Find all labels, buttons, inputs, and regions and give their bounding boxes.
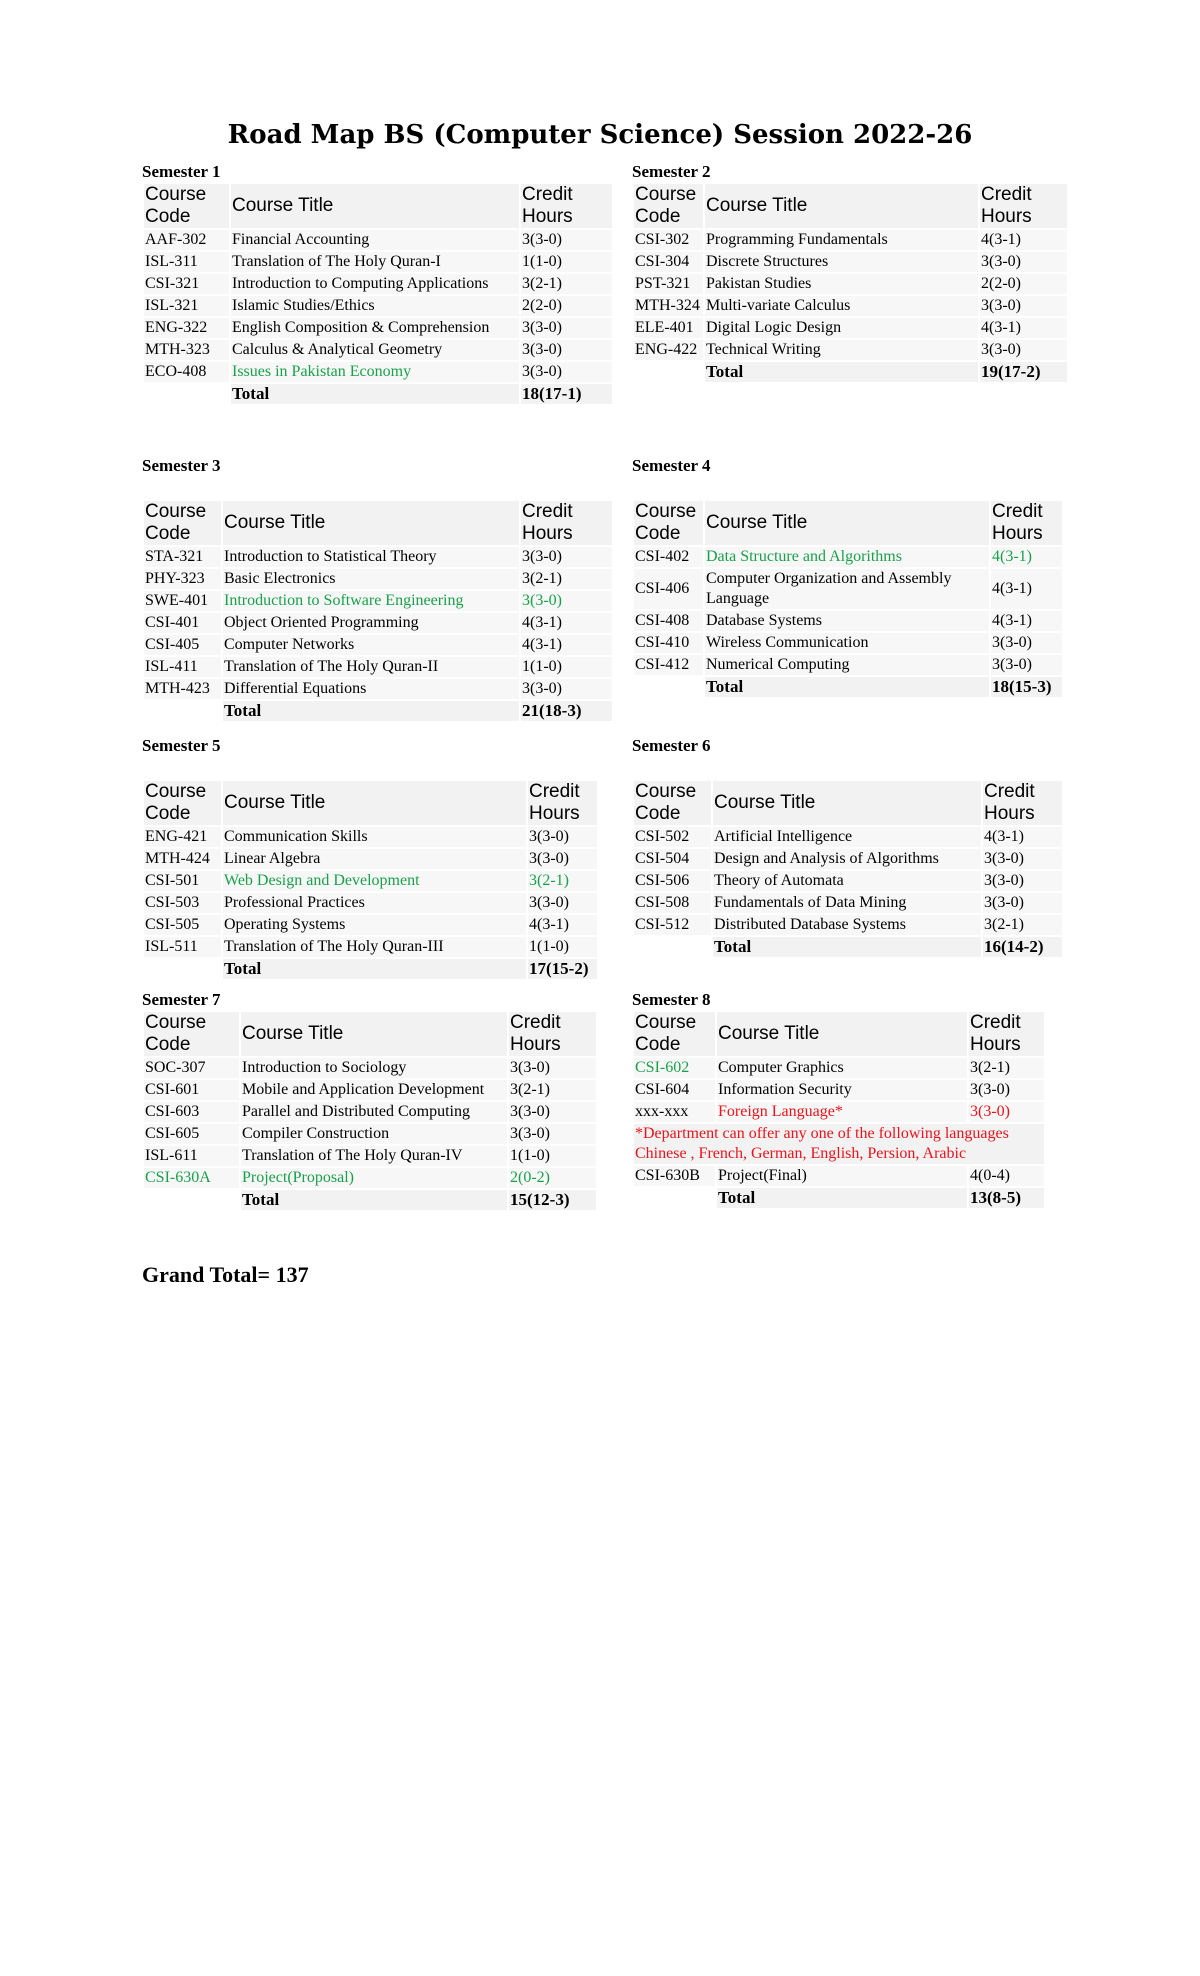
course-credit: 4(3-1) [528,915,597,935]
course-credit: 2(2-0) [521,296,612,316]
course-title: Project(Proposal) [241,1168,507,1188]
table-row [634,318,1067,338]
header-credit: Credit Hours [521,184,612,228]
course-credit: 3(3-0) [991,633,1062,653]
course-code: CSI-405 [144,635,221,655]
course-title: Artificial Intelligence [713,827,981,847]
total-credits: 21(18-3) [521,701,612,721]
course-title: Digital Logic Design [705,318,978,338]
course-code: ENG-322 [144,318,229,338]
header-code: Course Code [634,501,703,545]
course-title: Computer Networks [223,635,519,655]
course-credit: 3(3-0) [521,362,612,382]
course-credit: 1(1-0) [528,937,597,957]
total-label: Total [231,384,519,404]
table-row [634,1080,1044,1100]
course-code: ISL-411 [144,657,221,677]
course-title: Computer Organization and Assembly Language [705,569,989,609]
semester-label: Semester 4 [632,456,711,475]
course-credit: 3(3-0) [509,1102,596,1122]
table-row [634,827,1062,847]
table-row [144,1102,596,1122]
table-header-row [634,781,1062,825]
grand-total: Grand Total= 137 [142,1262,309,1287]
course-title: Mobile and Application Development [241,1080,507,1100]
semester-block [142,162,614,406]
header-title: Course Title [705,184,978,228]
course-title: Translation of The Holy Quran-II [223,657,519,677]
course-credit: 3(2-1) [521,274,612,294]
header-credit: Credit Hours [983,781,1062,825]
course-credit: 3(3-0) [980,340,1067,360]
course-credit: 3(3-0) [991,655,1062,675]
course-credit: 3(2-1) [528,871,597,891]
course-title: Foreign Language* [717,1102,967,1122]
table-row [144,340,612,360]
course-title: Design and Analysis of Algorithms [713,849,981,869]
course-credit: 3(3-0) [521,679,612,699]
course-title: Discrete Structures [705,252,978,272]
course-credit: 3(3-0) [983,871,1062,891]
course-title: Translation of The Holy Quran-III [223,937,526,957]
course-code: ECO-408 [144,362,229,382]
course-code: CSI-410 [634,633,703,653]
course-title: Web Design and Development [223,871,526,891]
semester-block [632,736,1064,959]
total-credits: 17(15-2) [528,959,597,979]
table-row [144,274,612,294]
course-title: Pakistan Studies [705,274,978,294]
total-label: Total [705,362,978,382]
total-row [634,937,1062,957]
course-code: CSI-512 [634,915,711,935]
course-title: Translation of The Holy Quran-I [231,252,519,272]
course-table [142,499,614,723]
table-row [144,569,612,589]
table-row [144,613,612,633]
course-code: CSI-302 [634,230,703,250]
course-code: CSI-602 [634,1058,715,1078]
course-title: Compiler Construction [241,1124,507,1144]
table-row [634,893,1062,913]
total-credits: 13(8-5) [969,1188,1044,1208]
total-label: Total [705,677,989,697]
total-label: Total [713,937,981,957]
course-code: ENG-422 [634,340,703,360]
total-credits: 18(17-1) [521,384,612,404]
table-row [634,252,1067,272]
course-code: CSI-304 [634,252,703,272]
course-credit: 3(3-0) [969,1080,1044,1100]
course-credit: 4(3-1) [991,611,1062,631]
course-credit: 3(3-0) [528,849,597,869]
course-credit: 3(2-1) [983,915,1062,935]
course-code: CSI-408 [634,611,703,631]
table-row [144,871,597,891]
semester-label: Semester 7 [142,990,221,1009]
table-row [634,655,1062,675]
table-row [634,1102,1044,1122]
course-code: MTH-323 [144,340,229,360]
header-title: Course Title [223,781,526,825]
total-spacer [634,1188,715,1208]
course-credit: 4(3-1) [980,318,1067,338]
header-title: Course Title [717,1012,967,1056]
table-row [634,340,1067,360]
course-title: Project(Final) [717,1166,967,1186]
course-title: Basic Electronics [223,569,519,589]
table-header-row [634,501,1062,545]
course-credit: 1(1-0) [521,252,612,272]
header-title: Course Title [241,1012,507,1056]
total-credits: 16(14-2) [983,937,1062,957]
course-credit: 3(3-0) [983,849,1062,869]
table-row [144,1124,596,1144]
total-spacer [634,937,711,957]
semester-label: Semester 6 [632,736,711,755]
course-credit: 3(3-0) [983,893,1062,913]
table-row [634,915,1062,935]
course-title: Theory of Automata [713,871,981,891]
course-credit: 1(1-0) [521,657,612,677]
course-code: ISL-311 [144,252,229,272]
table-row [634,1058,1044,1078]
course-credit: 3(3-0) [528,827,597,847]
table-row [634,569,1062,609]
course-title: Fundamentals of Data Mining [713,893,981,913]
course-code: MTH-424 [144,849,221,869]
semester-label: Semester 5 [142,736,221,755]
course-title: English Composition & Comprehension [231,318,519,338]
course-title: Multi-variate Calculus [705,296,978,316]
semester-block [632,456,1064,699]
table-header-row [634,1012,1044,1056]
total-spacer [634,362,703,382]
language-footnote: *Department can offer any one of the following languages Chinese , French, German, English, Persion, Arabic [634,1124,1044,1164]
course-code: CSI-503 [144,893,221,913]
course-table [142,779,599,981]
table-row [144,252,612,272]
course-title: Distributed Database Systems [713,915,981,935]
total-spacer [144,384,229,404]
table-row [634,296,1067,316]
semester-block [632,990,1046,1210]
header-title: Course Title [231,184,519,228]
table-row [634,274,1067,294]
course-code: CSI-604 [634,1080,715,1100]
course-code: xxx-xxx [634,1102,715,1122]
table-row [634,611,1062,631]
table-row [144,362,612,382]
table-row [144,635,612,655]
header-title: Course Title [223,501,519,545]
course-title: Linear Algebra [223,849,526,869]
course-title: Numerical Computing [705,655,989,675]
course-code: CSI-412 [634,655,703,675]
course-code: PST-321 [634,274,703,294]
total-row [144,959,597,979]
course-code: CSI-321 [144,274,229,294]
total-credits: 18(15-3) [991,677,1062,697]
semester-label: Semester 2 [632,162,711,181]
course-credit: 4(3-1) [991,547,1062,567]
course-title: Introduction to Statistical Theory [223,547,519,567]
course-code: MTH-423 [144,679,221,699]
course-title: Introduction to Sociology [241,1058,507,1078]
course-title: Differential Equations [223,679,519,699]
course-title: Information Security [717,1080,967,1100]
course-code: CSI-505 [144,915,221,935]
total-credits: 15(12-3) [509,1190,596,1210]
table-row [144,296,612,316]
course-title: Database Systems [705,611,989,631]
course-title: Communication Skills [223,827,526,847]
table-row [144,1168,596,1188]
course-credit: 3(3-0) [521,340,612,360]
table-header-row [144,184,612,228]
course-table [142,182,614,406]
total-row [144,1190,596,1210]
course-title: Technical Writing [705,340,978,360]
course-title: Introduction to Software Engineering [223,591,519,611]
course-title: Operating Systems [223,915,526,935]
course-credit: 4(3-1) [980,230,1067,250]
course-credit: 3(2-1) [509,1080,596,1100]
header-code: Course Code [144,781,221,825]
course-code: CSI-605 [144,1124,239,1144]
header-code: Course Code [634,184,703,228]
course-code: STA-321 [144,547,221,567]
course-title: Wireless Communication [705,633,989,653]
course-title: Introduction to Computing Applications [231,274,519,294]
table-row [144,915,597,935]
course-credit: 4(3-1) [983,827,1062,847]
course-credit: 4(3-1) [991,569,1062,609]
header-credit: Credit Hours [509,1012,596,1056]
course-title: Calculus & Analytical Geometry [231,340,519,360]
course-credit: 2(0-2) [509,1168,596,1188]
table-row [144,679,612,699]
course-credit: 3(3-0) [521,318,612,338]
course-code: CSI-603 [144,1102,239,1122]
course-code: CSI-501 [144,871,221,891]
header-credit: Credit Hours [991,501,1062,545]
course-title: Translation of The Holy Quran-IV [241,1146,507,1166]
course-credit: 3(3-0) [509,1058,596,1078]
table-header-row [144,501,612,545]
semester-block [142,736,599,981]
semester-label: Semester 8 [632,990,711,1009]
course-credit: 4(3-1) [521,635,612,655]
course-code: PHY-323 [144,569,221,589]
course-credit: 3(3-0) [528,893,597,913]
table-row [144,230,612,250]
course-credit: 3(3-0) [980,252,1067,272]
total-row [144,384,612,404]
total-row [634,362,1067,382]
course-title: Issues in Pakistan Economy [231,362,519,382]
table-row [144,547,612,567]
total-label: Total [241,1190,507,1210]
course-table [632,1010,1046,1210]
table-row [144,1058,596,1078]
table-row [144,591,612,611]
course-code: ISL-611 [144,1146,239,1166]
course-code: SOC-307 [144,1058,239,1078]
total-label: Total [223,959,526,979]
course-credit: 3(3-0) [521,547,612,567]
course-credit: 2(2-0) [980,274,1067,294]
course-code: CSI-504 [634,849,711,869]
page-title: Road Map BS (Computer Science) Session 2022-26 [227,120,973,150]
course-credit: 1(1-0) [509,1146,596,1166]
total-row [634,1188,1044,1208]
semester-label: Semester 1 [142,162,221,181]
total-spacer [144,959,221,979]
header-title: Course Title [705,501,989,545]
course-title: Object Oriented Programming [223,613,519,633]
total-label: Total [223,701,519,721]
total-label: Total [717,1188,967,1208]
header-code: Course Code [634,1012,715,1056]
total-row [144,701,612,721]
course-title: Data Structure and Algorithms [705,547,989,567]
course-credit: 3(3-0) [521,230,612,250]
course-code: CSI-406 [634,569,703,609]
course-table [632,499,1064,699]
course-code: MTH-324 [634,296,703,316]
course-credit: 3(2-1) [521,569,612,589]
table-header-row [634,184,1067,228]
header-code: Course Code [634,781,711,825]
course-code: CSI-630A [144,1168,239,1188]
header-credit: Credit Hours [528,781,597,825]
course-credit: 3(3-0) [521,591,612,611]
course-table [142,1010,598,1212]
table-row [634,849,1062,869]
course-code: ENG-421 [144,827,221,847]
total-spacer [144,1190,239,1210]
semester-block [142,456,614,723]
table-row [634,633,1062,653]
table-row [144,657,612,677]
table-row [634,230,1067,250]
header-title: Course Title [713,781,981,825]
course-title: Financial Accounting [231,230,519,250]
course-code: CSI-506 [634,871,711,891]
course-code: CSI-502 [634,827,711,847]
table-row [144,318,612,338]
course-code: CSI-402 [634,547,703,567]
course-credit: 4(3-1) [521,613,612,633]
table-row [634,871,1062,891]
course-code: AAF-302 [144,230,229,250]
header-code: Course Code [144,1012,239,1056]
course-code: ELE-401 [634,318,703,338]
header-credit: Credit Hours [521,501,612,545]
table-row [634,1166,1044,1186]
table-row [144,937,597,957]
footnote-row [634,1124,1044,1164]
header-code: Course Code [144,184,229,228]
semester-block [632,162,1069,384]
total-spacer [144,701,221,721]
course-credit: 3(3-0) [980,296,1067,316]
table-row [144,849,597,869]
course-credit: 3(3-0) [509,1124,596,1144]
course-title: Programming Fundamentals [705,230,978,250]
header-code: Course Code [144,501,221,545]
table-row [144,1146,596,1166]
table-header-row [144,1012,596,1056]
table-row [144,893,597,913]
header-credit: Credit Hours [969,1012,1044,1056]
course-credit: 3(2-1) [969,1058,1044,1078]
course-title: Islamic Studies/Ethics [231,296,519,316]
course-title: Computer Graphics [717,1058,967,1078]
course-code: CSI-401 [144,613,221,633]
table-header-row [144,781,597,825]
course-table [632,182,1069,384]
total-row [634,677,1062,697]
course-table [632,779,1064,959]
semester-label: Semester 3 [142,456,221,475]
course-credit: 3(3-0) [969,1102,1044,1122]
total-credits: 19(17-2) [980,362,1067,382]
header-credit: Credit Hours [980,184,1067,228]
course-title: Professional Practices [223,893,526,913]
course-code: ISL-321 [144,296,229,316]
course-code: CSI-630B [634,1166,715,1186]
course-code: ISL-511 [144,937,221,957]
table-row [634,547,1062,567]
table-row [144,1080,596,1100]
course-code: CSI-601 [144,1080,239,1100]
semester-block [142,990,598,1212]
total-spacer [634,677,703,697]
course-code: CSI-508 [634,893,711,913]
course-credit: 4(0-4) [969,1166,1044,1186]
course-title: Parallel and Distributed Computing [241,1102,507,1122]
table-row [144,827,597,847]
course-code: SWE-401 [144,591,221,611]
